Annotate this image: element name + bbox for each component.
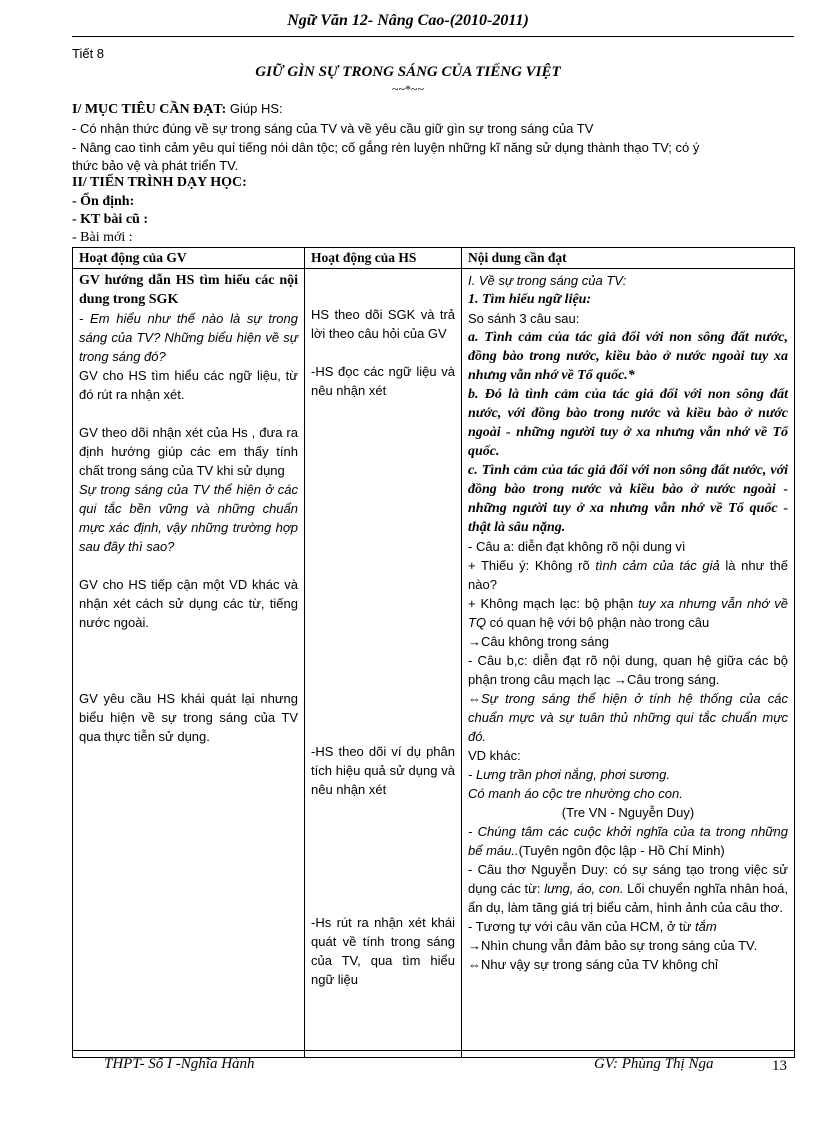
nd-text: Nhìn chung vẫn đảm bảo sự trong sáng của TV. — [481, 938, 758, 953]
nd-line — [468, 689, 788, 746]
nd-line: - Câu a: diễn đạt không rõ nội dung vì — [468, 539, 686, 554]
gv-para: GV hướng dẫn HS tìm hiểu các nội dung trong SGK — [79, 273, 298, 307]
process-step: - Bài mới : — [72, 230, 133, 245]
objectives-heading-line — [72, 101, 283, 118]
nd-text: - Câu b,c: diễn đạt rõ nội dung, quan hệ giữa các bộ phận trong câu mạch lạc — [468, 653, 788, 687]
process-heading: II/ TIẾN TRÌNH DẠY HỌC: — [72, 175, 247, 190]
header-year: (2010-2011) — [449, 12, 529, 29]
page-header — [0, 12, 816, 30]
nd-line — [468, 632, 788, 651]
nd-text-italic: tình cảm của tác giả — [595, 558, 720, 573]
col-header-gv: Hoạt động của GV — [73, 248, 305, 269]
double-arrow-icon: ⇔ — [468, 957, 481, 972]
gv-para: Sự trong sáng của TV thể hiện ở các qui tắc bền vững và những chuẩn mực xác định, vậy những trường hợp sau đây thì sao? — [79, 482, 298, 554]
nd-example-b: b. Đó là tình cảm của tác giả đối với non sông đất nước, với đồng bào trong nước và kiều bào ở nước ngoài - những người tuy ở xa nhưng vẫn nhớ về Tổ quốc. — [468, 387, 788, 459]
arrow-icon: → — [468, 634, 481, 649]
nd-text: - Tương tự với câu văn của HCM, ở từ — [468, 919, 696, 934]
footer-rule — [72, 1050, 794, 1051]
nd-text-italic: tuy xa nhưng vẫn nhớ về TQ — [468, 596, 788, 630]
nd-text: có quan hệ với bộ phận nào trong câu — [486, 615, 710, 630]
gv-column — [73, 269, 305, 1058]
gv-para: - Em hiểu như thế nào là sự trong sáng của TV? Những biểu hiện về sự trong sáng đó? — [79, 311, 298, 364]
nd-example-a: a. Tình cảm của tác giả đối với non sông đất nước, đồng bào trong nước, kiều bào ở nước ngoài tuy xa nhưng vẫn nhớ về Tổ quốc.* — [468, 330, 788, 383]
objective-item: - Có nhận thức đúng về sự trong sáng của TV và về yêu cầu giữ gìn sự trong sáng của TV — [72, 121, 594, 136]
nd-line — [468, 594, 788, 632]
nd-text: + Không mạch lạc: bộ phận — [468, 596, 639, 611]
nd-text: Câu không trong sáng — [481, 634, 609, 649]
nd-verse: - Lưng trần phơi nắng, phơi sương. — [468, 767, 670, 782]
nd-line: VD khác: — [468, 748, 521, 763]
page-title: GIỮ GÌN SỰ TRONG SÁNG CỦA TIẾNG VIỆT — [255, 64, 561, 80]
footer-teacher: GV: Phùng Thị Nga — [594, 1056, 714, 1072]
lesson-number: Tiết 8 — [72, 46, 105, 61]
process-step: - Ổn định: — [72, 194, 135, 209]
nd-text: Như vậy sự trong sáng của TV không chỉ — [481, 957, 718, 972]
hs-column — [305, 269, 462, 1058]
hs-para: -HS theo dõi ví dụ phân tích hiệu quả sử dụng và nêu nhận xét — [311, 744, 455, 797]
nd-line — [468, 651, 788, 689]
nd-line — [468, 822, 788, 860]
nd-example-c: c. Tình cảm của tác giả đối với non sông đất nước, với đồng bào trong nước và kiều bào ở nước ngoài - những người tuy ở xa nhưng vẫn nhớ về Tổ quốc - thật là sâu nặng. — [468, 463, 788, 535]
hs-para: -Hs rút ra nhận xét khái quát về tính trong sáng của TV, qua tìm hiểu ngữ liệu — [311, 915, 455, 987]
lesson-table — [72, 247, 795, 1058]
nd-text: là như thế nào? — [468, 558, 789, 592]
hs-para: -HS đọc các ngữ liệu và nêu nhận xét — [311, 364, 455, 398]
nd-text: Lối chuyển nghĩa nhân hoá, ẩn dụ, làm tăng giá trị biểu cảm, hình ảnh của câu thơ. — [468, 881, 788, 915]
objective-item: - Nâng cao tình cảm yêu quí tiếng nói dân tộc; cố gắng rèn luyện những kĩ năng sử dụng thành thạo TV; có ý — [72, 140, 700, 155]
nd-text: - Câu thơ Nguyễn Duy: có sự sáng tạo trong việc sử dụng các từ: — [468, 862, 788, 896]
nd-verse: Có manh áo cộc tre nhường cho con. — [468, 786, 683, 801]
objectives-heading: I/ MỤC TIÊU CẦN ĐẠT: — [72, 102, 227, 117]
nd-citation: (Tre VN - Nguyễn Duy) — [561, 805, 695, 820]
nd-subheading: 1. Tìm hiểu ngữ liệu: — [468, 292, 592, 307]
header-rule — [72, 36, 794, 37]
gv-para: GV cho HS tìm hiểu các ngữ liệu, từ đó rút ra nhận xét. — [79, 368, 298, 402]
nd-text-italic: - Chúng tâm các cuộc khởi nghĩa của ta trong những bể máu.. — [468, 824, 788, 858]
double-arrow-icon: ⇔ — [468, 691, 481, 706]
nd-line — [468, 556, 788, 594]
arrow-icon: → — [613, 672, 627, 687]
nd-column — [462, 269, 795, 1058]
arrow-icon: → — [468, 938, 481, 953]
gv-para: GV yêu cầu HS khái quát lại nhưng biểu hiện về sự trong sáng của TV qua thực tiễn sử dụng. — [79, 691, 298, 744]
nd-line — [468, 917, 788, 936]
col-header-nd: Nội dung cần đạt — [462, 248, 795, 269]
nd-line: So sánh 3 câu sau: — [468, 311, 580, 326]
footer-school: THPT- Số I -Nghĩa Hành — [104, 1056, 255, 1072]
objectives-intro: Giúp HS: — [226, 101, 283, 116]
hs-para: HS theo dõi SGK và trả lời theo câu hỏi của GV — [311, 307, 455, 341]
table-header-row — [73, 248, 795, 269]
objective-item: thức bảo vệ và phát triển TV. — [72, 158, 239, 173]
nd-text-italic: Sự trong sáng thể hiện ở tính hệ thống của các chuẩn mực và sự tuân thủ những qui tắc chuẩn mực đó. — [468, 691, 788, 744]
nd-text-italic: tắm — [695, 919, 717, 934]
gv-para: GV theo dõi nhận xét của Hs , đưa ra định hướng giúp các em thấy tính chất trong sáng của TV khi sử dụng — [79, 425, 298, 478]
nd-text: Câu trong sáng. — [626, 672, 720, 687]
nd-text: + Thiếu ý: Không rõ — [468, 558, 596, 573]
table-row — [73, 269, 795, 1058]
process-step: - KT bài cũ : — [72, 212, 148, 227]
nd-text-italic: lưng, áo, con. — [544, 881, 624, 896]
title-ornament: ~~*~~ — [392, 82, 424, 96]
nd-line — [468, 936, 788, 955]
nd-line — [468, 955, 788, 974]
nd-heading: I. Về sự trong sáng của TV: — [468, 273, 627, 288]
nd-line — [468, 860, 788, 917]
page-number: 13 — [772, 1058, 787, 1074]
col-header-hs: Hoạt động của HS — [305, 248, 462, 269]
gv-para: GV cho HS tiếp cận một VD khác và nhận xét cách sử dụng các từ, tiếng nước ngoài. — [79, 577, 298, 630]
header-title: Ngữ Văn 12- Nâng Cao- — [287, 12, 450, 29]
nd-text: (Tuyên ngôn độc lập - Hồ Chí Minh) — [518, 843, 725, 858]
